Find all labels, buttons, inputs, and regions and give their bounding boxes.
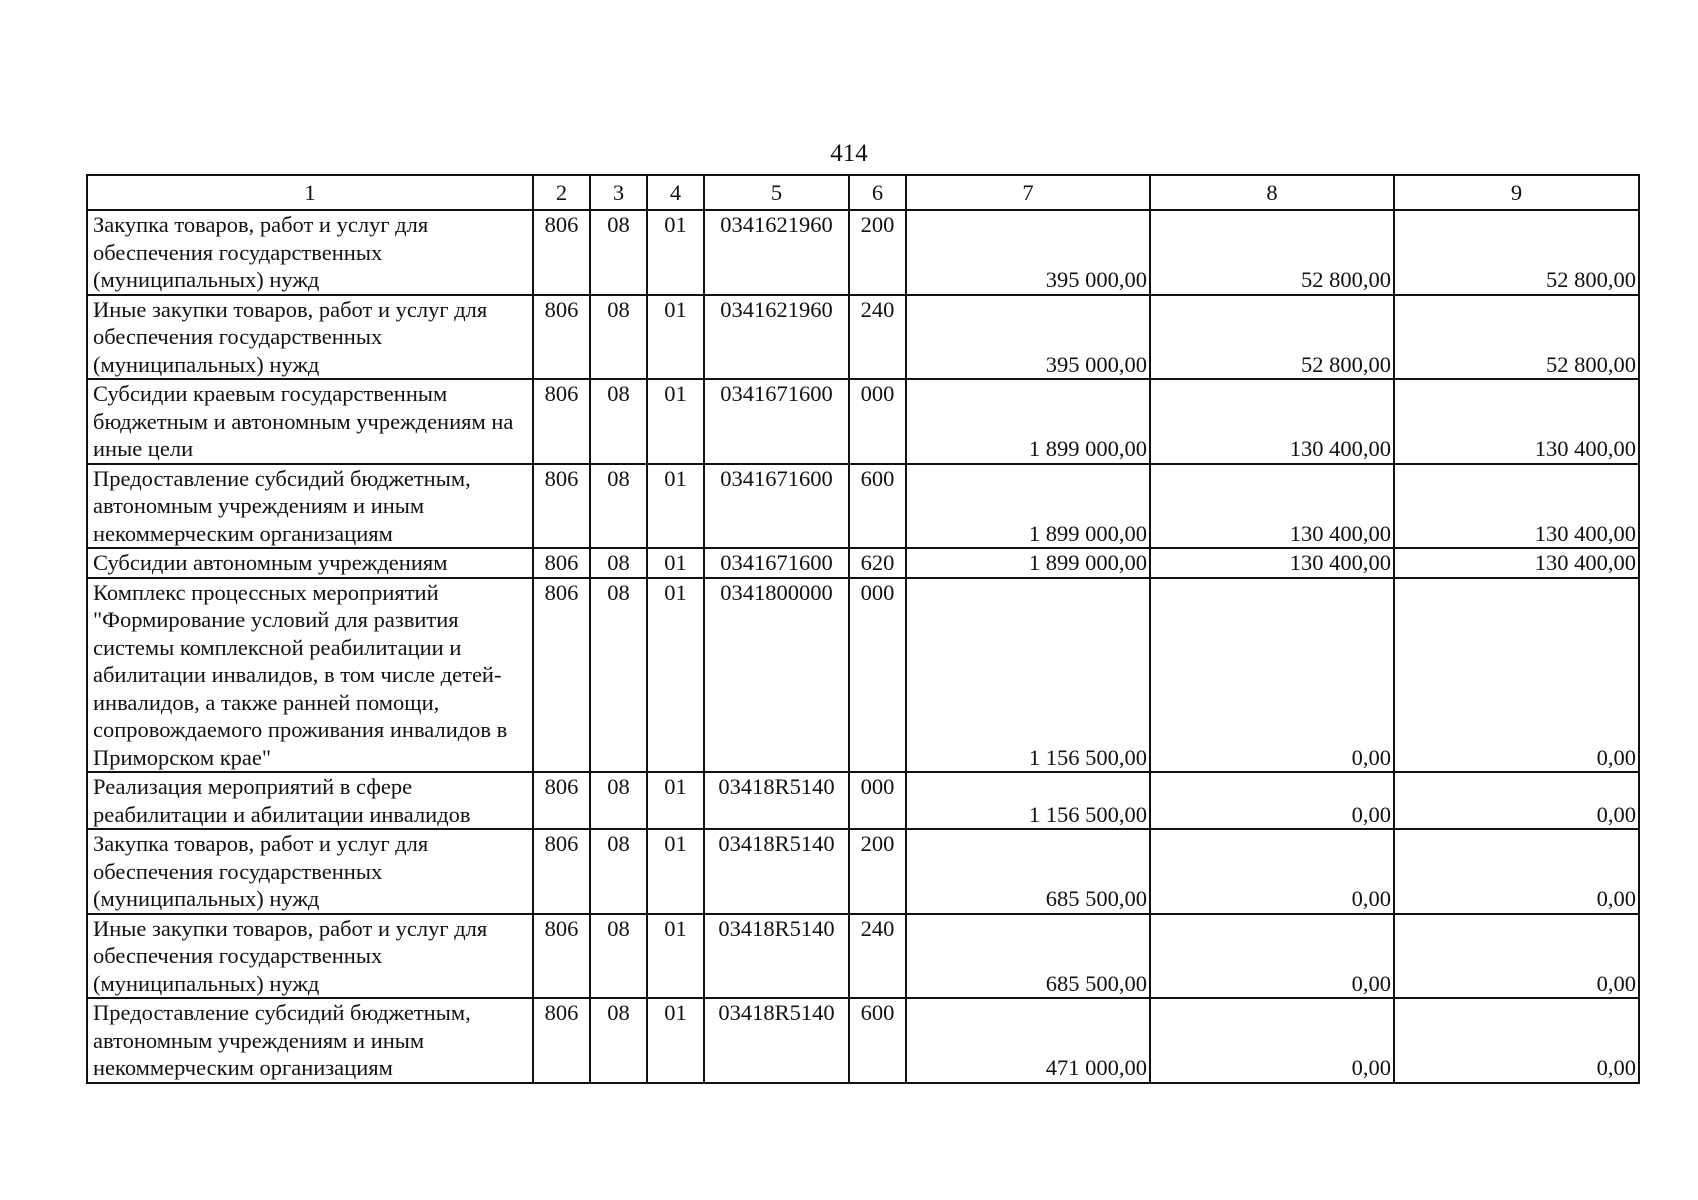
amount-col-8: 0,00 — [1150, 578, 1394, 773]
amount-col-9: 130 400,00 — [1394, 548, 1639, 578]
target-item-code: 0341671600 — [704, 548, 849, 578]
subsection-code: 01 — [647, 379, 704, 464]
table-body — [87, 210, 1639, 1083]
column-header: 5 — [704, 175, 849, 210]
expense-type-code: 600 — [849, 464, 906, 549]
amount-col-8: 130 400,00 — [1150, 548, 1394, 578]
expense-type-code: 000 — [849, 578, 906, 773]
grbs-code: 806 — [533, 548, 590, 578]
amount-col-8: 52 800,00 — [1150, 210, 1394, 295]
row-description: Иные закупки товаров, работ и услуг для обеспечения государственных (муниципальных) нужд — [87, 914, 533, 999]
target-item-code: 03418R5140 — [704, 829, 849, 914]
table-row — [87, 772, 1639, 829]
expense-type-code: 000 — [849, 772, 906, 829]
row-description: Закупка товаров, работ и услуг для обеспечения государственных (муниципальных) нужд — [87, 210, 533, 295]
subsection-code: 01 — [647, 914, 704, 999]
amount-col-9: 52 800,00 — [1394, 295, 1639, 380]
expense-type-code: 200 — [849, 210, 906, 295]
amount-col-9: 130 400,00 — [1394, 379, 1639, 464]
target-item-code: 0341621960 — [704, 210, 849, 295]
grbs-code: 806 — [533, 914, 590, 999]
section-code: 08 — [590, 914, 647, 999]
row-description: Предоставление субсидий бюджетным, автономным учреждениям и иным некоммерческим организациям — [87, 464, 533, 549]
table-row — [87, 295, 1639, 380]
expense-type-code: 000 — [849, 379, 906, 464]
row-description: Предоставление субсидий бюджетным, автономным учреждениям и иным некоммерческим организациям — [87, 998, 533, 1083]
subsection-code: 01 — [647, 295, 704, 380]
amount-col-7: 685 500,00 — [906, 914, 1150, 999]
row-description: Субсидии краевым государственным бюджетным и автономным учреждениям на иные цели — [87, 379, 533, 464]
page-number: 414 — [830, 140, 868, 167]
row-description: Закупка товаров, работ и услуг для обеспечения государственных (муниципальных) нужд — [87, 829, 533, 914]
grbs-code: 806 — [533, 210, 590, 295]
amount-col-8: 0,00 — [1150, 772, 1394, 829]
expense-type-code: 240 — [849, 914, 906, 999]
amount-col-7: 1 899 000,00 — [906, 464, 1150, 549]
column-header: 6 — [849, 175, 906, 210]
column-header: 8 — [1150, 175, 1394, 210]
amount-col-9: 52 800,00 — [1394, 210, 1639, 295]
amount-col-9: 0,00 — [1394, 998, 1639, 1083]
section-code: 08 — [590, 548, 647, 578]
expense-type-code: 620 — [849, 548, 906, 578]
table-row — [87, 548, 1639, 578]
table-row — [87, 998, 1639, 1083]
grbs-code: 806 — [533, 379, 590, 464]
expense-type-code: 600 — [849, 998, 906, 1083]
target-item-code: 0341671600 — [704, 464, 849, 549]
amount-col-7: 395 000,00 — [906, 295, 1150, 380]
section-code: 08 — [590, 772, 647, 829]
amount-col-9: 130 400,00 — [1394, 464, 1639, 549]
amount-col-7: 1 156 500,00 — [906, 578, 1150, 773]
row-description: Комплекс процессных мероприятий "Формирование условий для развития системы комплексной реабилитации и абилитации инвалидов, в том числе детей-инвалидов, а также ранней помощи, сопровождаемого проживания инвалидов в Приморском крае" — [87, 578, 533, 773]
section-code: 08 — [590, 295, 647, 380]
column-header: 9 — [1394, 175, 1639, 210]
amount-col-7: 395 000,00 — [906, 210, 1150, 295]
section-code: 08 — [590, 464, 647, 549]
subsection-code: 01 — [647, 464, 704, 549]
amount-col-9: 0,00 — [1394, 772, 1639, 829]
row-description: Иные закупки товаров, работ и услуг для обеспечения государственных (муниципальных) нужд — [87, 295, 533, 380]
table-row — [87, 829, 1639, 914]
grbs-code: 806 — [533, 295, 590, 380]
table-row — [87, 379, 1639, 464]
row-description: Реализация мероприятий в сфере реабилитации и абилитации инвалидов — [87, 772, 533, 829]
target-item-code: 0341671600 — [704, 379, 849, 464]
amount-col-9: 0,00 — [1394, 914, 1639, 999]
section-code: 08 — [590, 210, 647, 295]
grbs-code: 806 — [533, 998, 590, 1083]
grbs-code: 806 — [533, 578, 590, 773]
column-header: 3 — [590, 175, 647, 210]
subsection-code: 01 — [647, 578, 704, 773]
target-item-code: 03418R5140 — [704, 772, 849, 829]
amount-col-7: 1 899 000,00 — [906, 548, 1150, 578]
section-code: 08 — [590, 379, 647, 464]
table-row — [87, 578, 1639, 773]
amount-col-9: 0,00 — [1394, 829, 1639, 914]
column-header: 1 — [87, 175, 533, 210]
section-code: 08 — [590, 578, 647, 773]
grbs-code: 806 — [533, 464, 590, 549]
table-row — [87, 464, 1639, 549]
subsection-code: 01 — [647, 998, 704, 1083]
target-item-code: 0341800000 — [704, 578, 849, 773]
target-item-code: 03418R5140 — [704, 914, 849, 999]
column-number-row — [87, 175, 1639, 210]
amount-col-8: 52 800,00 — [1150, 295, 1394, 380]
amount-col-7: 1 156 500,00 — [906, 772, 1150, 829]
subsection-code: 01 — [647, 548, 704, 578]
expense-type-code: 240 — [849, 295, 906, 380]
section-code: 08 — [590, 829, 647, 914]
table-row — [87, 914, 1639, 999]
grbs-code: 806 — [533, 772, 590, 829]
table-row — [87, 210, 1639, 295]
column-header: 4 — [647, 175, 704, 210]
row-description: Субсидии автономным учреждениям — [87, 548, 533, 578]
amount-col-8: 130 400,00 — [1150, 464, 1394, 549]
subsection-code: 01 — [647, 210, 704, 295]
column-header: 7 — [906, 175, 1150, 210]
amount-col-8: 0,00 — [1150, 998, 1394, 1083]
subsection-code: 01 — [647, 829, 704, 914]
target-item-code: 03418R5140 — [704, 998, 849, 1083]
target-item-code: 0341621960 — [704, 295, 849, 380]
amount-col-7: 471 000,00 — [906, 998, 1150, 1083]
amount-col-8: 130 400,00 — [1150, 379, 1394, 464]
section-code: 08 — [590, 998, 647, 1083]
grbs-code: 806 — [533, 829, 590, 914]
amount-col-9: 0,00 — [1394, 578, 1639, 773]
amount-col-7: 1 899 000,00 — [906, 379, 1150, 464]
amount-col-8: 0,00 — [1150, 829, 1394, 914]
column-header: 2 — [533, 175, 590, 210]
subsection-code: 01 — [647, 772, 704, 829]
budget-table — [86, 174, 1640, 1084]
amount-col-8: 0,00 — [1150, 914, 1394, 999]
expense-type-code: 200 — [849, 829, 906, 914]
amount-col-7: 685 500,00 — [906, 829, 1150, 914]
